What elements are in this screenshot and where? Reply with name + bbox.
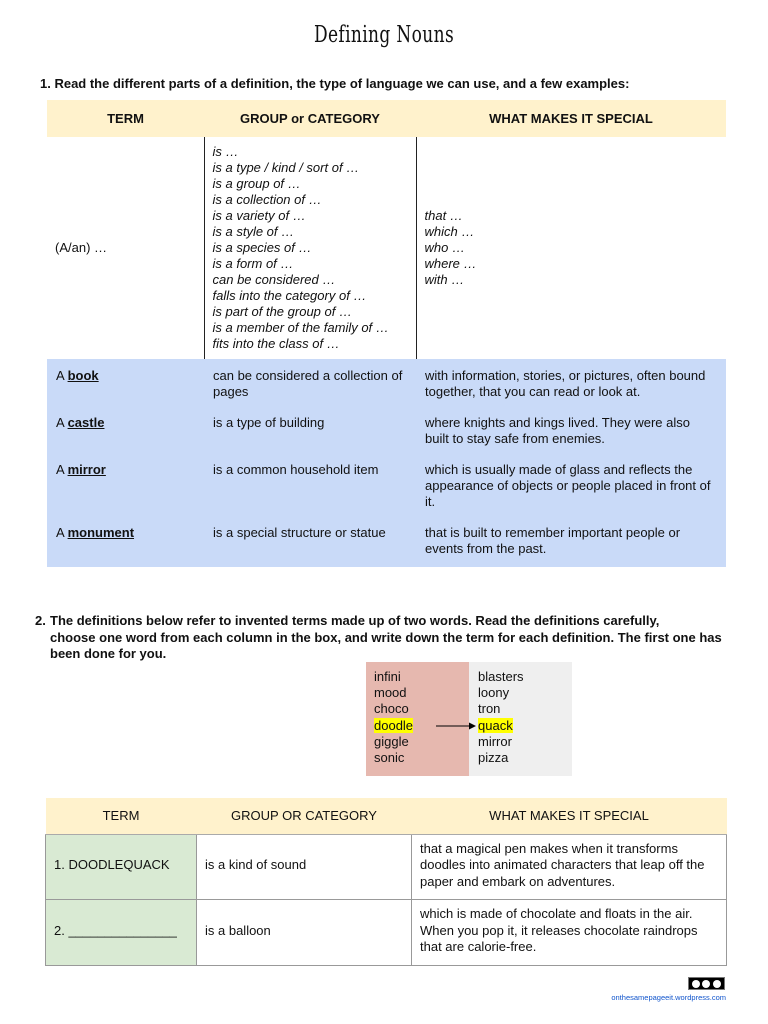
example-article: A <box>56 368 68 383</box>
pattern-special-line: where … <box>424 256 477 271</box>
highlighted-word: doodle <box>374 717 414 733</box>
pattern-group-line: is a species of … <box>212 240 312 255</box>
example-row <box>47 456 726 519</box>
example-group: can be considered a collection of pages <box>204 359 416 409</box>
example-word: book <box>67 368 99 383</box>
example-special: that is built to remember important people or events from the past. <box>416 519 726 567</box>
pattern-group-line: is a variety of … <box>212 208 306 223</box>
table1-header-term: TERM <box>47 100 204 137</box>
example-row <box>47 519 726 567</box>
pattern-term: (A/an) … <box>47 137 204 359</box>
table2-header-group: GROUP OR CATEGORY <box>197 798 412 834</box>
highlighted-word: quack <box>478 717 513 733</box>
page-title: Defining Nouns <box>313 22 455 48</box>
pattern-special-line: that … <box>424 208 463 223</box>
example-word: castle <box>67 415 105 430</box>
table2-header-special: WHAT MAKES IT SPECIAL <box>412 798 727 834</box>
example-special: where knights and kings lived. They were also built to stay safe from enemies. <box>416 409 726 456</box>
special-cell: which is made of chocolate and floats in the air. When you pop it, it releases chocolate raindrops that are calorie-free. <box>412 899 727 965</box>
table-row <box>46 899 727 965</box>
section1-instruction: 1. Read the different parts of a definition, the type of language we can use, and a few examples: <box>40 76 630 91</box>
pattern-special-line: which … <box>424 224 475 239</box>
word-box-left-column <box>366 662 469 776</box>
example-article: A <box>56 525 68 540</box>
table1-header-special: WHAT MAKES IT SPECIAL <box>416 100 726 137</box>
pattern-group-line: is part of the group of … <box>212 304 352 319</box>
example-article: A <box>56 462 68 477</box>
word-box <box>366 662 572 776</box>
example-article: A <box>56 415 68 430</box>
example-row <box>47 409 726 456</box>
group-cell: is a balloon <box>197 899 412 965</box>
section2-number: 2. <box>35 613 46 628</box>
word-option: giggle <box>374 733 409 749</box>
term-cell: 1. DOODLEQUACK <box>46 834 197 899</box>
pattern-group-line: is a member of the family of … <box>212 320 389 335</box>
special-cell: that a magical pen makes when it transforms doodles into animated characters that leap off the paper and embark on adventures. <box>412 834 727 899</box>
right-arrow-icon <box>436 720 476 732</box>
example-group: is a special structure or statue <box>204 519 416 567</box>
example-group: is a type of building <box>204 409 416 456</box>
example-term <box>47 359 204 409</box>
pattern-special-line: who … <box>424 240 465 255</box>
pattern-group-line: can be considered … <box>212 272 336 287</box>
example-group: is a common household item <box>204 456 416 519</box>
example-special: with information, stories, or pictures, often bound together, that you can read or look at. <box>416 359 726 409</box>
word-option: blasters <box>478 669 524 684</box>
table2-header-term: TERM <box>46 798 197 834</box>
example-term <box>47 456 204 519</box>
pattern-group-list <box>204 137 416 359</box>
word-option: tron <box>478 701 501 717</box>
section2-instruction-line1: The definitions below refer to invented terms made up of two words. Read the definitions carefully, <box>50 613 660 628</box>
word-option: loony <box>478 685 510 701</box>
pattern-special-line: with … <box>424 272 465 287</box>
example-word: mirror <box>67 462 106 477</box>
table1-header-group: GROUP or CATEGORY <box>204 100 416 137</box>
table2-header-row <box>46 798 727 834</box>
definition-parts-table <box>47 100 726 567</box>
example-term <box>47 409 204 456</box>
word-option: pizza <box>478 750 509 766</box>
invented-terms-table <box>45 798 727 966</box>
pattern-group-line: is a form of … <box>212 256 294 271</box>
pattern-group-line: is a style of … <box>212 224 295 239</box>
pattern-row <box>47 137 726 359</box>
pattern-group-line: is a type / kind / sort of … <box>212 160 360 175</box>
table-row <box>46 834 727 899</box>
creative-commons-badge-icon <box>688 977 725 990</box>
example-special: which is usually made of glass and reflects the appearance of objects or people placed in front of it. <box>416 456 726 519</box>
example-row <box>47 359 726 409</box>
group-cell: is a kind of sound <box>197 834 412 899</box>
pattern-group-line: fits into the class of … <box>212 336 340 351</box>
section2-instruction <box>35 613 740 663</box>
example-word: monument <box>67 525 135 540</box>
footer-site-link[interactable]: onthesamepageeit.wordpress.com <box>611 993 726 1002</box>
word-option: infini <box>374 669 401 684</box>
section2-instruction-rest: choose one word from each column in the box, and write down the term for each definition. The first one has been done for you. <box>50 629 722 661</box>
word-option: mood <box>374 685 407 701</box>
pattern-group-line: is a group of … <box>212 176 301 191</box>
table1-header-row <box>47 100 726 137</box>
pattern-group-line: falls into the category of … <box>212 288 367 303</box>
word-option: mirror <box>478 733 512 749</box>
pattern-group-line: is … <box>212 144 239 159</box>
pattern-special-list <box>416 137 726 359</box>
word-box-right-column <box>469 662 572 776</box>
example-term <box>47 519 204 567</box>
pattern-group-line: is a collection of … <box>212 192 322 207</box>
term-answer-blank[interactable]: 2. _______________ <box>46 899 197 965</box>
word-option: choco <box>374 701 409 717</box>
word-option: sonic <box>374 750 405 766</box>
word-option-highlighted <box>478 718 572 734</box>
